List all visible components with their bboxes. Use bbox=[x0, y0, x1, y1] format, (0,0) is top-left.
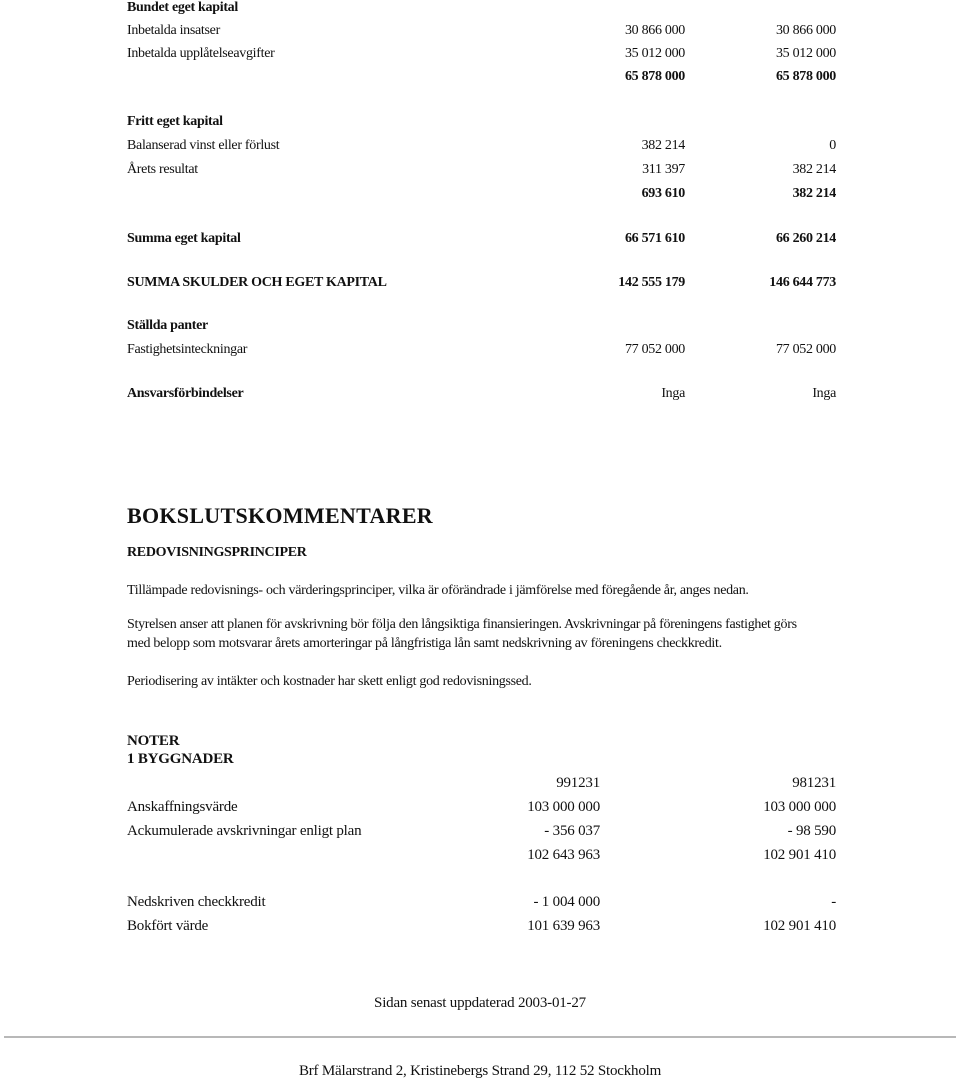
ansvarsforbindelser-previous: Inga bbox=[812, 386, 836, 401]
row-label: Balanserad vinst eller förlust bbox=[127, 138, 280, 153]
row-value-previous: 0 bbox=[829, 138, 836, 153]
paragraph: Styrelsen anser att planen för avskrivning bör följa den långsiktiga finansieringen. Avskrivningar på föreningens fastighet görs bbox=[127, 617, 797, 632]
bokslutskommentarer-title: BOKSLUTSKOMMENTARER bbox=[127, 503, 433, 528]
note-row-value: - 1 004 000 bbox=[533, 894, 600, 910]
row-label: Årets resultat bbox=[127, 162, 198, 177]
summa-eget-kapital-previous: 66 260 214 bbox=[775, 231, 836, 246]
redovisningsprinciper-subtitle: REDOVISNINGSPRINCIPER bbox=[127, 545, 307, 560]
row-label: Inbetalda upplåtelseavgifter bbox=[127, 46, 275, 61]
footer-address: Brf Mälarstrand 2, Kristinebergs Strand 29, 112 52 Stockholm bbox=[298, 1063, 662, 1079]
fritt-total-previous: 382 214 bbox=[792, 186, 836, 201]
note-row-label: Bokfört värde bbox=[127, 918, 209, 934]
paragraph: Tillämpade redovisnings- och värderingsprinciper, vilka är oförändrade i jämförelse med föregående år, anges nedan. bbox=[127, 583, 749, 598]
note-row-label: Nedskriven checkkredit bbox=[127, 894, 266, 910]
fritt-total-current: 693 610 bbox=[641, 186, 685, 201]
summa-skulder-previous: 146 644 773 bbox=[769, 275, 836, 290]
paragraph: med belopp som motsvarar årets amorteringar på långfristiga lån samt nedskrivning av föreningens checkkredit. bbox=[127, 636, 722, 651]
ansvarsforbindelser-label: Ansvarsförbindelser bbox=[127, 386, 244, 401]
summa-skulder-current: 142 555 179 bbox=[618, 275, 685, 290]
footer-divider bbox=[4, 1036, 956, 1038]
note-byggnader-title: 1 BYGGNADER bbox=[127, 751, 234, 767]
note-row-value: - bbox=[831, 894, 836, 910]
summa-eget-kapital-label: Summa eget kapital bbox=[127, 231, 241, 246]
note-row-value: - 98 590 bbox=[787, 823, 836, 839]
summa-skulder-label: SUMMA SKULDER OCH EGET KAPITAL bbox=[127, 275, 387, 290]
paragraph: Periodisering av intäkter och kostnader har skett enligt god redovisningssed. bbox=[127, 674, 532, 689]
note-row-label: Anskaffningsvärde bbox=[127, 799, 238, 815]
row-label: Inbetalda insatser bbox=[127, 23, 220, 38]
note-row-value: 102 901 410 bbox=[763, 918, 836, 934]
fritt-eget-kapital-heading: Fritt eget kapital bbox=[127, 114, 223, 129]
note-row-label: Ackumulerade avskrivningar enligt plan bbox=[127, 823, 362, 839]
note-row-value: 103 000 000 bbox=[763, 799, 836, 815]
note-subtotal: 102 643 963 bbox=[527, 847, 600, 863]
summa-eget-kapital-current: 66 571 610 bbox=[624, 231, 685, 246]
row-value-current: 77 052 000 bbox=[624, 342, 685, 357]
row-value-previous: 35 012 000 bbox=[775, 46, 836, 61]
note-column-header: 981231 bbox=[792, 775, 836, 791]
ansvarsforbindelser-current: Inga bbox=[661, 386, 685, 401]
row-value-current: 382 214 bbox=[641, 138, 685, 153]
row-value-previous: 77 052 000 bbox=[775, 342, 836, 357]
note-column-header: 991231 bbox=[556, 775, 600, 791]
row-label: Fastighetsinteckningar bbox=[127, 342, 248, 357]
note-row-value: - 356 037 bbox=[544, 823, 600, 839]
bundet-eget-kapital-heading: Bundet eget kapital bbox=[127, 0, 238, 15]
bundet-total-current: 65 878 000 bbox=[624, 69, 685, 84]
last-updated-text: Sidan senast uppdaterad 2003-01-27 bbox=[374, 995, 586, 1011]
note-row-value: 103 000 000 bbox=[527, 799, 600, 815]
noter-title: NOTER bbox=[127, 733, 180, 749]
stallda-panter-heading: Ställda panter bbox=[127, 318, 208, 333]
row-value-previous: 30 866 000 bbox=[775, 23, 836, 38]
note-row-value: 101 639 963 bbox=[527, 918, 600, 934]
row-value-current: 30 866 000 bbox=[624, 23, 685, 38]
note-subtotal: 102 901 410 bbox=[763, 847, 836, 863]
bundet-total-previous: 65 878 000 bbox=[775, 69, 836, 84]
row-value-current: 35 012 000 bbox=[624, 46, 685, 61]
row-value-current: 311 397 bbox=[642, 162, 685, 177]
row-value-previous: 382 214 bbox=[792, 162, 836, 177]
